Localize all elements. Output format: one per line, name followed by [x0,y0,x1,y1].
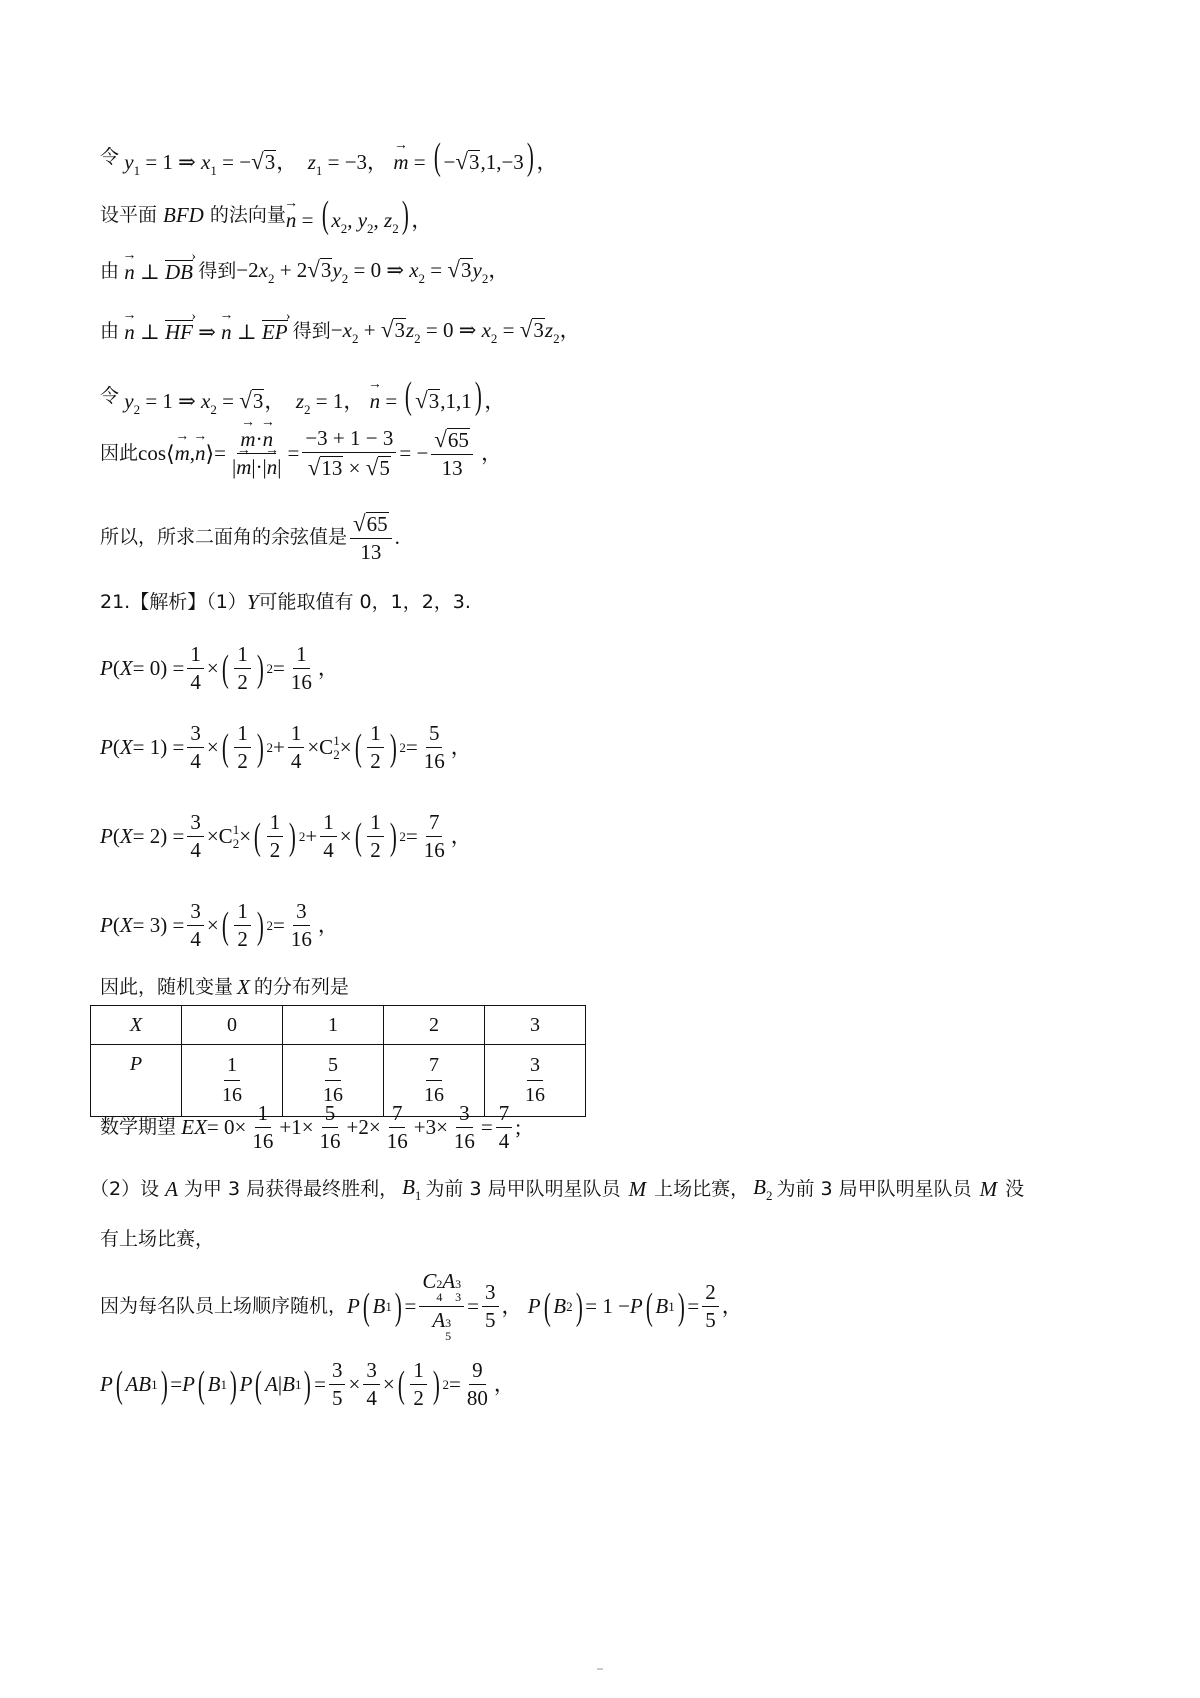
equation-line-5 [100,377,505,416]
part2-e: 为前 3 局甲队明星队员 [776,1178,972,1200]
dist-intro-b: 的分布列是 [253,976,349,998]
part2-d: 上场比赛， [654,1178,750,1200]
math-expr-3b: $-2x_2 + 2$ √ 3 $y_2 = 0$ ⇒ $x_2$ = √ 3 $y_2$， [236,257,510,286]
text-you-1: 由 [100,260,120,282]
math-px0: P ( X = 0) = $\frac{1}{4}$ × ( $\frac{1}{2}$ ) 2 = $\frac{1}{16}$ ， [100,642,339,694]
player-m-2: M [979,1177,998,1201]
text-ling-1: 令 [100,146,120,168]
part2-l3-prefix: 因为每名队员上场顺序随机， [100,1295,348,1318]
text-you-2: 由 [100,320,120,342]
text-conclusion: 所以，所求二面角的余弦值是 [100,526,348,548]
table-cell-den: 16 [323,1084,343,1106]
table-header-cell: 0 [182,1006,283,1045]
prob-line-x1 [100,723,472,772]
prob-line-x2 [100,812,472,861]
math-px2: P ( X = 2) = $\frac{3}{4}$ ×C 1 2 × ( $\frac{1}{2}$ ) 2 + $\frac{1}{4}$ × ( $\frac{1}{2}$ ) 2 = $\frac{7}{16}$ ， [100,810,472,862]
part2-line-2 [100,1230,214,1249]
prob-line-x0 [100,644,339,693]
table-cell-den: 16 [424,1084,444,1106]
table-header-cell: 1 [283,1006,384,1045]
table-cell-den: 16 [222,1084,242,1106]
dist-intro-var: X [237,975,250,999]
math-expr-4b: $-x_2$ + √ 3 $z_2 = 0$ ⇒ $x_2$ = √ 3 $z_2$， [330,317,581,346]
text-ling-2: 令 [100,385,120,407]
event-b2: $B_2$ [753,1175,773,1203]
text-dedao-2: 得到 [292,320,331,342]
table-row-header [91,1006,586,1045]
equation-line-1 [100,138,557,177]
table-cell-num: 5 [325,1054,341,1081]
ex-prefix: 数学期望 [100,1116,177,1138]
table-cell-num: 3 [527,1054,543,1081]
math-expr-2: → n = ( $x_2$, $y_2$, $z_2$) ， [286,196,433,235]
table-cell-num: 1 [224,1054,240,1081]
question-21-header [100,592,471,613]
text-normal-vector: 的法向量 [209,204,286,226]
event-a: A [165,1177,178,1201]
table-cell-num: 7 [426,1054,442,1081]
math-px1: P ( X = 1) = $\frac{3}{4}$ × ( $\frac{1}{2}$ ) 2 + $\frac{1}{4}$ ×C 1 2 × ( $\frac{1}{2}$ ) 2 = $\frac{5}{16}$ ， [100,721,472,773]
math-expr-4a: → n ⊥ HF › ⇒ → n ⊥ EP › [119,320,293,343]
plane-name: BFD [163,203,204,227]
q21-variable: Y [246,590,259,614]
text-yinci: 因此 [100,442,139,464]
q21-label: 21.【解析】（1） [100,591,247,613]
table-header-cell: 2 [384,1006,485,1045]
table-header-cell: 3 [485,1006,586,1045]
math-expr-7: √ 65 13 . [347,512,400,563]
equation-line-4 [100,318,581,345]
part2-line-4 [100,1360,515,1409]
equation-line-3 [100,258,509,285]
part2-line-1 [90,1177,1024,1202]
math-px3: P ( X = 3) = $\frac{3}{4}$ × ( $\frac{1}{2}$ ) 2 = $\frac{3}{16}$ ， [100,899,339,951]
part2-line2-text: 有上场比赛， [100,1228,215,1250]
math-expr-3a: → n ⊥ DB › [119,260,198,283]
expectation-line [100,1103,521,1152]
conclusion-line [100,512,400,563]
q21-values: 可能取值有 0，1，2，3. [258,591,471,613]
math-expr-5: $y_2 = 1$ ⇒ $x_2$ = √ 3 ， $z_2 = 1$， → n = ( √ 3 ,1,1) ， [119,377,505,416]
math-expr-1: $y_1 = 1$ ⇒ $x_1$ = − √ 3 ， $z_1 = -3$， → m = ( − √ 3 ,1,−3) ， [119,138,557,177]
part2-f: 没 [1005,1178,1025,1200]
math-pb1: P ( B 1 ) = C 2 4 A 3 3 A 3 5 = $\frac{3}{5}$ ， P ( B 2 ) = 1 − P ( B 1 ) = $\frac{2}{5}$ ， [347,1269,743,1343]
part2-a: （2）设 [90,1178,160,1200]
table-row-label: P [91,1045,182,1117]
text-dedao-1: 得到 [198,260,237,282]
math-expr-6: cos ⟨ → m , → n ⟩ = → $\frac{m\cdot\to n}{|\to m|\cdot|\to n|}$ = −3 + 1 − 3 √ 13 × √ 5 = − √ 65 13 ， [138,428,502,479]
player-m-1: M [628,1177,647,1201]
page-footer-mark [597,1668,603,1670]
table-header-cell: X [91,1006,182,1045]
table-cell-den: 16 [525,1084,545,1106]
prob-line-x3 [100,901,339,950]
text-plane-prefix: 设平面 [100,204,158,226]
distribution-table [90,1005,586,1117]
equation-line-2 [100,196,432,235]
math-pab1: P ( AB 1 ) = P ( B 1 ) P ( A | B 1 ) = $\frac{3}{5}$ × $\frac{3}{4}$ × ( $\frac{1}{2}$ ) 2 = $\frac{9}{80}$ ， [100,1358,515,1410]
distribution-intro [100,977,349,998]
equation-line-6 [100,428,502,479]
part2-c: 为前 3 局甲队明星队员 [425,1178,621,1200]
part2-b: 为甲 3 局获得最终胜利， [183,1178,399,1200]
part2-line-3 [100,1271,743,1342]
dist-intro-a: 因此，随机变量 [100,976,234,998]
math-ex: EX = 0× $\frac{1}{16}$ +1× $\frac{5}{16}$ +2× $\frac{7}{16}$ +3× $\frac{3}{16}$ = $\frac{7}{4}$ ; [181,1101,522,1153]
event-b1: $B_1$ [402,1175,422,1203]
